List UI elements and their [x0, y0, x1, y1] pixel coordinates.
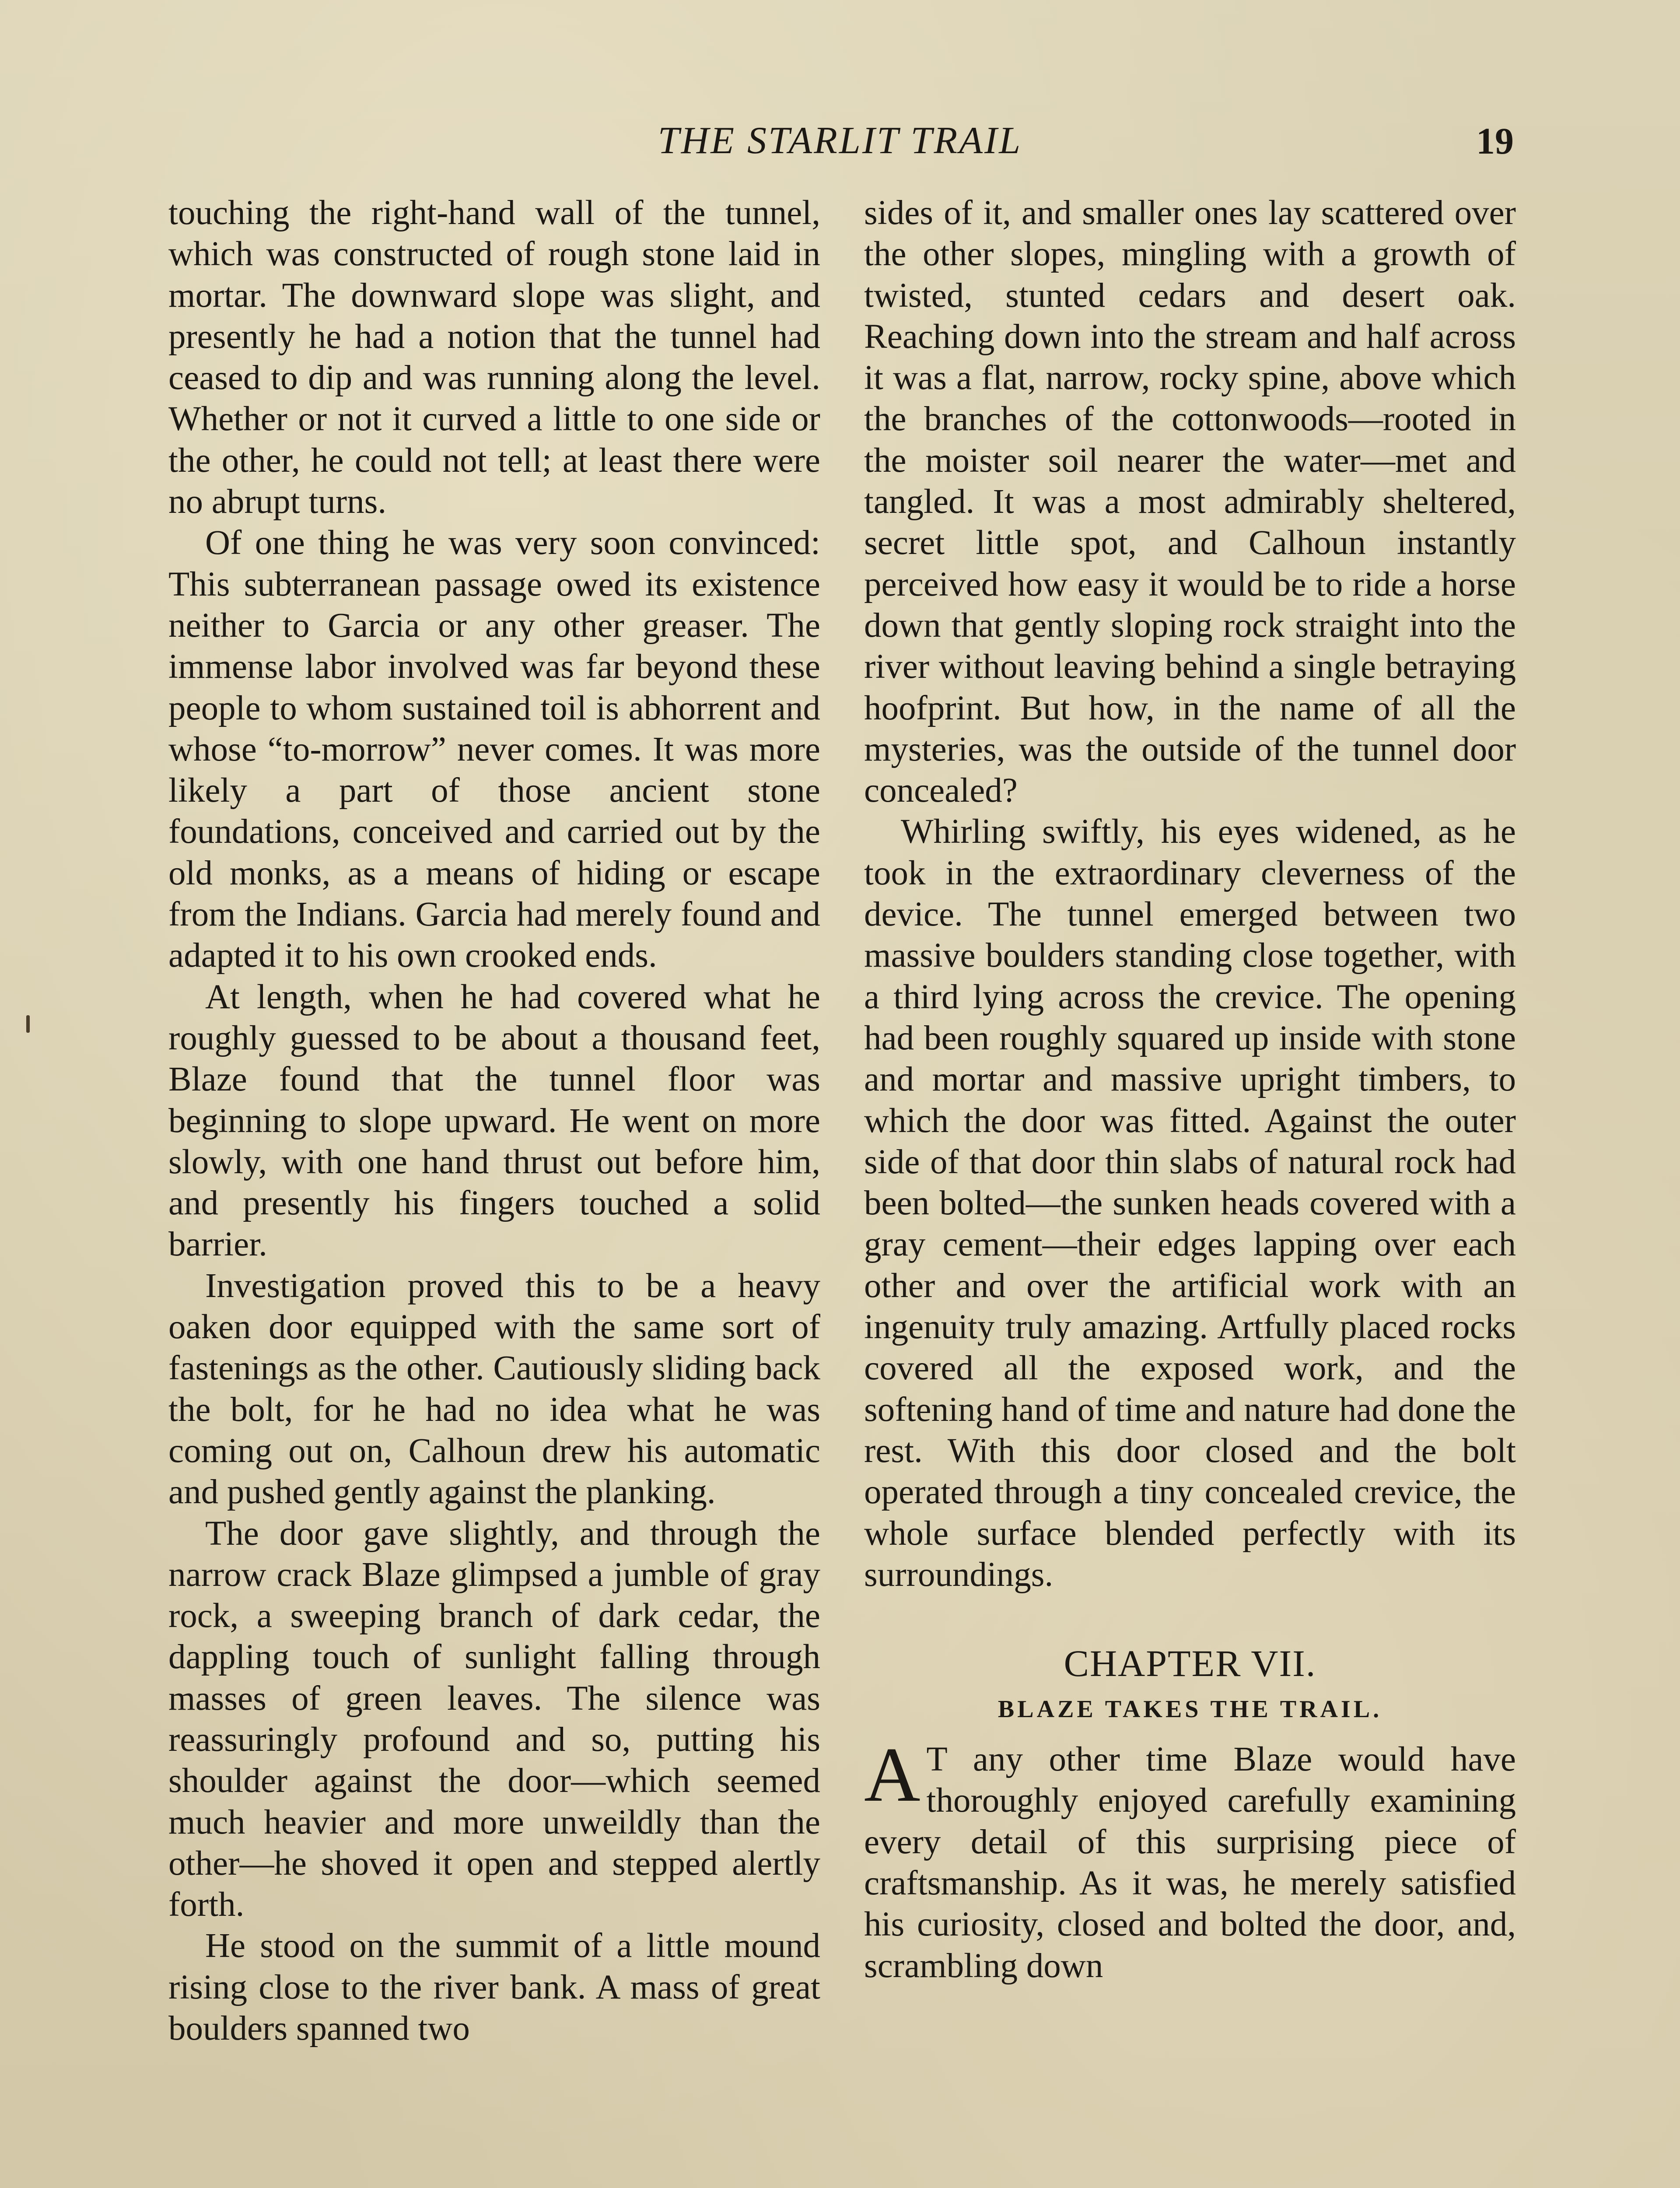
page-header [166, 115, 1514, 167]
paragraph: sides of it, and smaller ones lay scattered over the other slopes, mingling with a growth of twisted, stunted cedars and desert oak. Reaching down into the stream and half across it was a flat, narrow, rocky spine, above which the branches of the cottonwoods—rooted in the moister soil nearer the water—met and tangled. It was a most admirably sheltered, secret little spot, and Calhoun instantly perceived how easy it would be to ride a horse down that gently sloping rock straight into the river without leaving behind a single betraying hoofprint. But how, in the name of all the mysteries, was the outside of the tunnel door concealed? [864, 194, 1516, 810]
left-column [168, 193, 820, 2049]
paragraph: The door gave slightly, and through the narrow crack Blaze glimpsed a jumble of gray rock, a sweeping branch of dark cedar, the dappling touch of sunlight falling through masses of green leaves. The silence was reassuringly profound and so, putting his shoulder against the door—which seemed much heavier and more unweildly than the other—he shoved it open and stepped alertly forth. [168, 1514, 820, 1924]
paragraph: Of one thing he was very soon convinced: This subterranean passage owed its existence neither to Garcia or any other greaser. The immense labor involved was far beyond these people to whom sustained toil is abhorrent and whose “to-morrow” never comes. It was more likely a part of those ancient stone foundations, conceived and carried out by the old monks, as a means of hiding or escape from the Indians. Garcia had merely found and adapted it to his own crooked ends. [168, 524, 820, 975]
paragraph: touching the right-hand wall of the tunnel, which was constructed of rough stone laid in mortar. The downward slope was slight, and presently he had a notion that the tunnel had ceased to dip and was running along the level. Whether or not it curved a little to one side or the other, he could not tell; at least there were no abrupt turns. [168, 194, 820, 521]
running-title: THE STARLIT TRAIL [658, 119, 1022, 162]
page-number: 19 [1476, 120, 1514, 162]
paper-speck [26, 1015, 30, 1033]
chapter-opening-paragraph [864, 1731, 1516, 1987]
chapter-subtitle: BLAZE TAKES THE TRAIL. [998, 1696, 1382, 1723]
paragraph: He stood on the summit of a little mound rising close to the river bank. A mass of great boulders spanned two [168, 1927, 820, 2048]
paragraph: Investigation proved this to be a heavy oaken door equipped with the same sort of fastenings as the other. Cautiously sliding back the bolt, for he had no idea what he was coming out on, Calhoun drew his automatic and pushed gently against the planking. [168, 1266, 820, 1511]
drop-cap: A [864, 1731, 920, 1818]
paragraph: Whirling swiftly, his eyes widened, as he took in the extraordinary cleverness of the device. The tunnel emerged between two massive boulders standing close together, with a third lying across the crevice. The opening had been roughly squared up inside with stone and mortar and massive upright timbers, to which the door was fitted. Against the outer side of that door thin slabs of natural rock had been bolted—the sunken heads covered with a gray cement—their edges lapping over each other and over the artificial work with an ingenuity truly amazing. Artfully placed rocks covered all the exposed work, and the softening hand of time and nature had done the rest. With this door closed and the bolt operated through a tiny concealed crevice, the whole surface blended perfectly with its surroundings. [864, 813, 1516, 1594]
paragraph: At length, when he had covered what he roughly guessed to be about a thousand feet, Blaze found that the tunnel floor was beginning to slope upward. He went on more slowly, with one hand thrust out before him, and presently his fingers touched a solid barrier. [168, 978, 820, 1264]
right-column [864, 193, 1516, 1987]
chapter-title: CHAPTER VII. [1064, 1642, 1316, 1685]
chapter-opening-text: T any other time Blaze would have thoroughly enjoyed carefully examining every detail of this surprising piece of craftsmanship. As it was, he merely satisfied his curiosity, closed and bolted the door, and, scrambling down [864, 1740, 1516, 1985]
